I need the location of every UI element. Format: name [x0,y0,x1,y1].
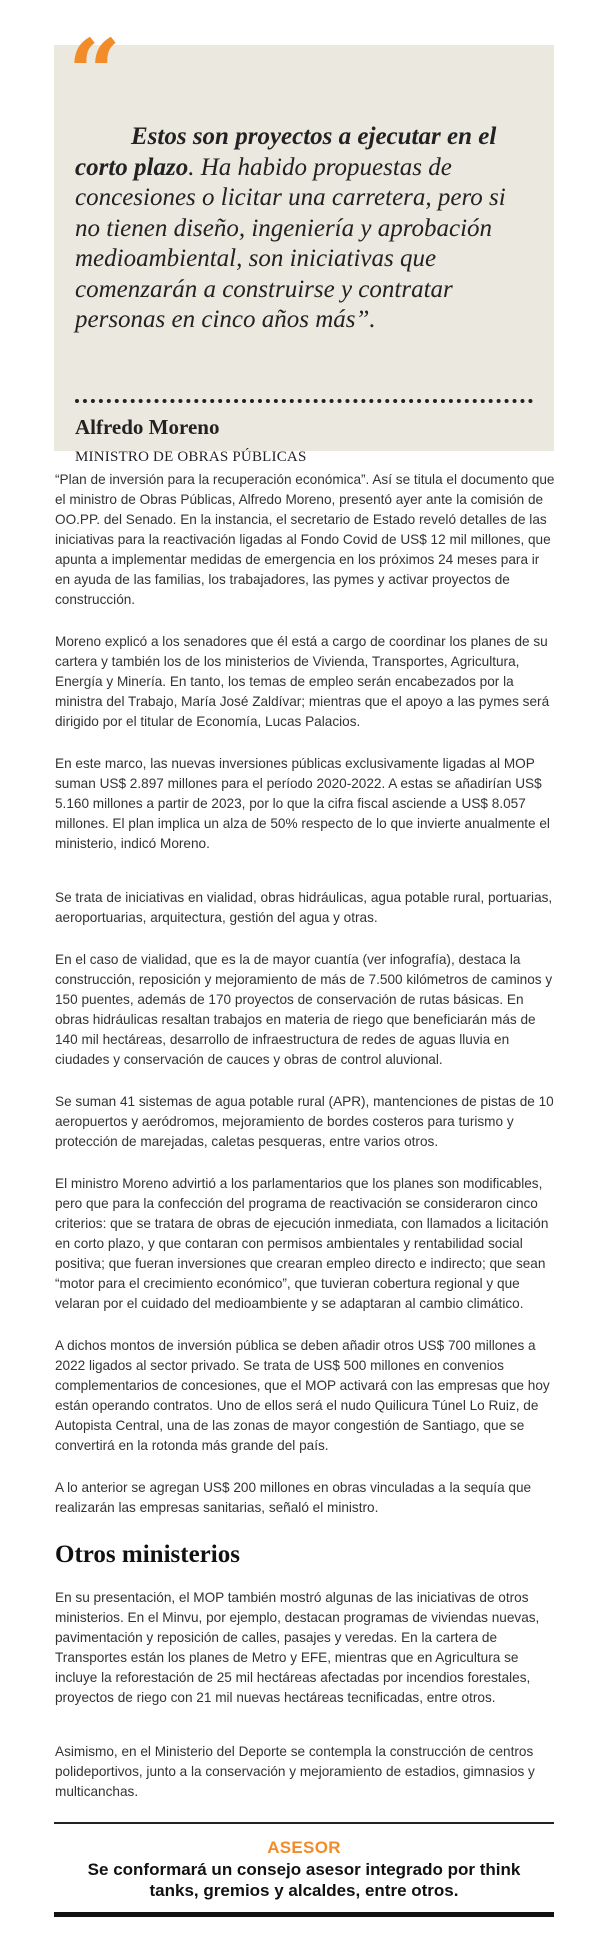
advisor-callout [54,1822,554,1940]
advisor-text: Se conformará un consejo asesor integrado por think tanks, gremios y alcaldes, entre otros. [87,1860,521,1900]
article-body [55,470,555,1824]
article-paragraph: A dichos montos de inversión pública se deben añadir otros US$ 700 millones a 2022 ligados al sector privado. Se trata de US$ 500 millones en convenios complementarios de concesiones, que el MOP activará con las empresas que hoy están operando contratos. Uno de ellos será el nudo Quilicura Túnel Lo Ruiz, de Autopista Central, una de las zonas de mayor congestión de Santiago, que se convertirá en la rotonda más grande del país. [55,1338,550,1453]
article-paragraph: En el caso de vialidad, que es la de mayor cuantía (ver infografía), destaca la construcción, reposición y mejoramiento de más de 7.500 kilómetros de caminos y 150 puentes, además de 170 proyectos de conservación de rutas básicas. En obras hidráulicas resaltan trabajos en materia de riego que beneficiarán más de 140 mil hectáreas, desarrollo de infraestructura de redes de aguas lluvia en ciudades y conservación de cauces y obras de control aluvional. [55,952,553,1067]
article-paragraph: El ministro Moreno advirtió a los parlamentarios que los planes son modificables, pero que para la confección del programa de reactivación se consideraron cinco criterios: que se tratara de obras de ejecución inmediata, con llamados a licitación en corto plazo, y que contaran con permisos ambientales y rentabilidad social positiva; que fueran inversiones que crearan empleo directo e indirecto; que sean “motor para el crecimiento económico”, que tuvieran cobertura regional y que velaran por el cuidado del medioambiente y se adaptaran al cambio climático. [55,1176,549,1311]
advisor-label: ASESOR [267,1838,341,1857]
quote-divider [75,399,533,403]
quote-text [75,122,515,336]
article-paragraph: En este marco, las nuevas inversiones públicas exclusivamente ligadas al MOP suman US$ 2.897 millones para el período 2020-2022. A estas se añadirían US$ 5.160 millones a partir de 2023, por lo que la cifra fiscal asciende a US$ 8.057 millones. El plan implica un alza de 50% respecto de lo que invierte anualmente el ministerio, indicó Moreno. [55,756,550,851]
article-paragraph: “Plan de inversión para la recuperación económica”. Así se titula el documento que el ministro de Obras Públicas, Alfredo Moreno, presentó ayer ante la comisión de OO.PP. del Senado. En la instancia, el secretario de Estado reveló detalles de las iniciativas para la reactivación ligadas al Fondo Covid de US$ 12 mil millones, que apunta a implementar medidas de emergencia en los próximos 24 meses para ir en ayuda de las familias, los trabajadores, las pymes y activar proyectos de construcción. [55,472,555,607]
pull-quote [54,19,554,465]
quote-bold-text: Estos son proyectos a ejecutar en el corto plazo [75,123,497,181]
article-paragraph: Asimismo, en el Ministerio del Deporte se contempla la construcción de centros polideportivos, junto a la conservación y mejoramiento de estadios, gimnasios y multicanchas. [55,1744,535,1799]
article-paragraph: Moreno explicó a los senadores que él está a cargo de coordinar los planes de su cartera y también los de los ministerios de Vivienda, Transportes, Agricultura, Energía y Minería. En tanto, los temas de empleo serán encabezados por la ministra del Trabajo, María José Zaldívar; mientras que el apoyo a las pymes será dirigido por el titular de Economía, Lucas Palacios. [55,634,550,729]
advisor-bottom-rule [54,1912,554,1917]
section-heading: Otros ministerios [55,1541,240,1568]
quote-author-role: MINISTRO DE OBRAS PÚBLICAS [75,449,307,465]
quote-author: Alfredo Moreno [75,415,220,439]
article-paragraph: Se trata de iniciativas en vialidad, obras hidráulicas, agua potable rural, portuarias, aeroportuarias, arquitectura, gestión del agua y otras. [55,890,553,925]
article-paragraph: En su presentación, el MOP también mostró algunas de las iniciativas de otros ministerios. En el Minvu, por ejemplo, destacan programas de viviendas nuevas, pavimentación y reposición de calles, pasajes y veredas. En la cartera de Transportes están los planes de Metro y EFE, mientras que en Agricultura se incluye la reforestación de 25 mil hectáreas afectadas por incendios forestales, proyectos de riego con 21 mil nuevas hectáreas tecnificadas, entre otros. [55,1590,540,1705]
article-paragraph: A lo anterior se agregan US$ 200 millones en obras vinculadas a la sequía que realizarán las empresas sanitarias, señaló el ministro. [55,1480,532,1515]
advisor-top-rule [54,1822,554,1824]
quote-mark-icon: “ [68,19,121,127]
article-paragraph: Se suman 41 sistemas de agua potable rural (APR), mantenciones de pistas de 10 aeropuertos y aeródromos, mejoramiento de bordes costeros para turismo y protección de marejadas, caletas pesqueras, entre varios otros. [55,1094,554,1149]
quote-rest-text: . Ha habido propuestas de concesiones o licitar una carretera, pero si no tienen diseño, ingeniería y aprobación medioambiental, son iniciativas que comenzarán a construirse y contratar personas en cinco años más”. [75,153,506,333]
